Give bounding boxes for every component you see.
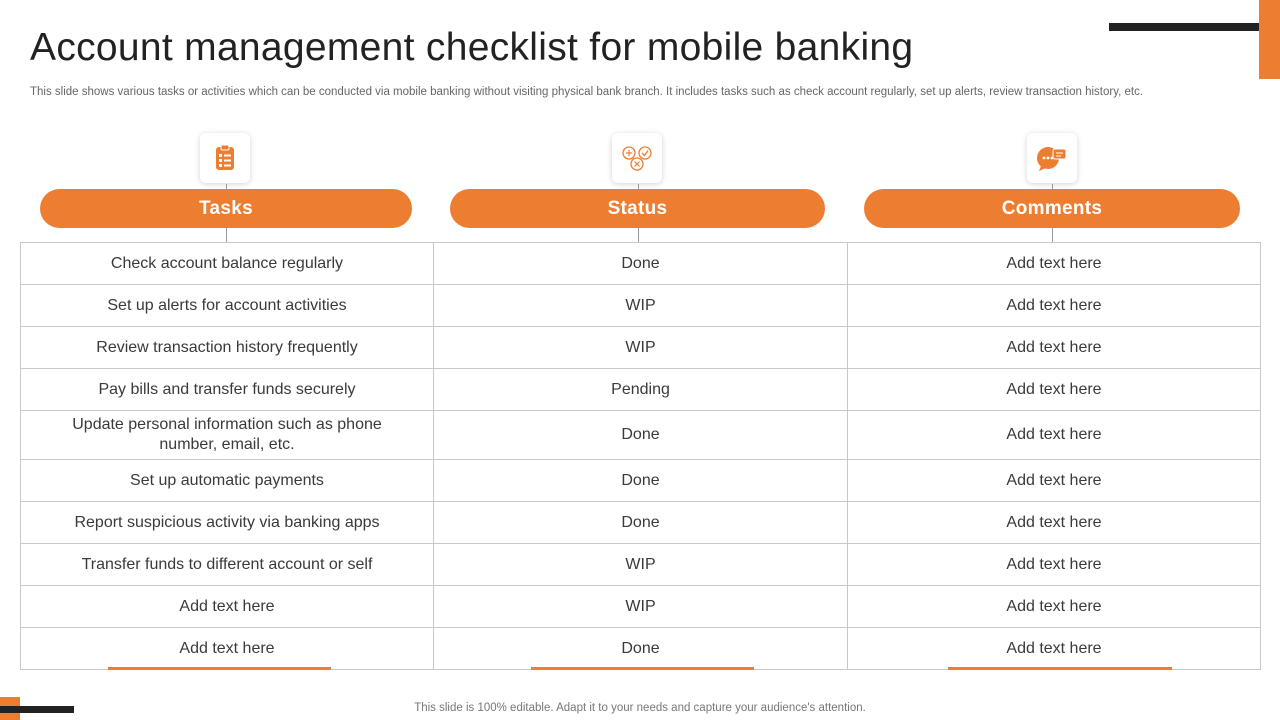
top-right-dark-bar [1109,23,1280,31]
table-row [21,628,1261,670]
task-cell: Report suspicious activity via banking apps [21,502,434,544]
comment-cell: Add text here [848,544,1261,586]
status-cell: Pending [434,369,848,411]
top-right-orange-block [1259,0,1280,79]
table-row [21,460,1261,502]
table-row [21,285,1261,327]
table-row [21,586,1261,628]
comment-cell: Add text here [848,586,1261,628]
comment-cell: Add text here [848,285,1261,327]
table-row [21,411,1261,460]
task-cell: Add text here [21,586,434,628]
tasks-header: Tasks [40,189,412,228]
page-subtitle: This slide shows various tasks or activities which can be conducted via mobile banking without visiting physical bank branch. It includes tasks such as check account regularly, set up alerts, review transaction history, etc. [30,86,1144,98]
checklist-table [20,242,1261,670]
comments-accent-bar [948,667,1172,670]
tasks-icon-box [200,133,250,183]
comment-cell: Add text here [848,327,1261,369]
status-accent-bar [531,667,754,670]
comment-cell: Add text here [848,243,1261,285]
status-cell: Done [434,411,848,460]
tasks-connector-bottom [226,228,227,242]
task-cell: Transfer funds to different account or self [21,544,434,586]
status-cell: Done [434,628,848,670]
status-cell: Done [434,243,848,285]
clipboard-checklist-icon [212,144,238,172]
status-icon-box [612,133,662,183]
status-header: Status [450,189,825,228]
task-cell: Update personal information such as phone number, email, etc. [21,411,434,460]
task-cell: Pay bills and transfer funds securely [21,369,434,411]
status-cell: WIP [434,586,848,628]
table-row [21,502,1261,544]
task-cell: Add text here [21,628,434,670]
task-cell: Set up automatic payments [21,460,434,502]
table-row [21,369,1261,411]
comment-cell: Add text here [848,460,1261,502]
footer-note: This slide is 100% editable. Adapt it to your needs and capture your audience's attention. [414,702,866,714]
status-cell: Done [434,502,848,544]
table-row [21,243,1261,285]
status-cell: WIP [434,544,848,586]
status-cell: WIP [434,327,848,369]
table-row [21,544,1261,586]
task-cell: Check account balance regularly [21,243,434,285]
task-cell: Set up alerts for account activities [21,285,434,327]
status-cell: WIP [434,285,848,327]
status-connector-bottom [638,228,639,242]
comments-connector-bottom [1052,228,1053,242]
comment-cell: Add text here [848,628,1261,670]
comment-cell: Add text here [848,369,1261,411]
comments-header: Comments [864,189,1240,228]
comment-cell: Add text here [848,502,1261,544]
page-title: Account management checklist for mobile banking [30,26,914,69]
chat-bubbles-icon [1036,144,1068,172]
status-cell: Done [434,460,848,502]
table-row [21,327,1261,369]
task-cell: Review transaction history frequently [21,327,434,369]
tasks-accent-bar [108,667,331,670]
status-circles-icon [620,144,654,172]
comments-icon-box [1027,133,1077,183]
comment-cell: Add text here [848,411,1261,460]
